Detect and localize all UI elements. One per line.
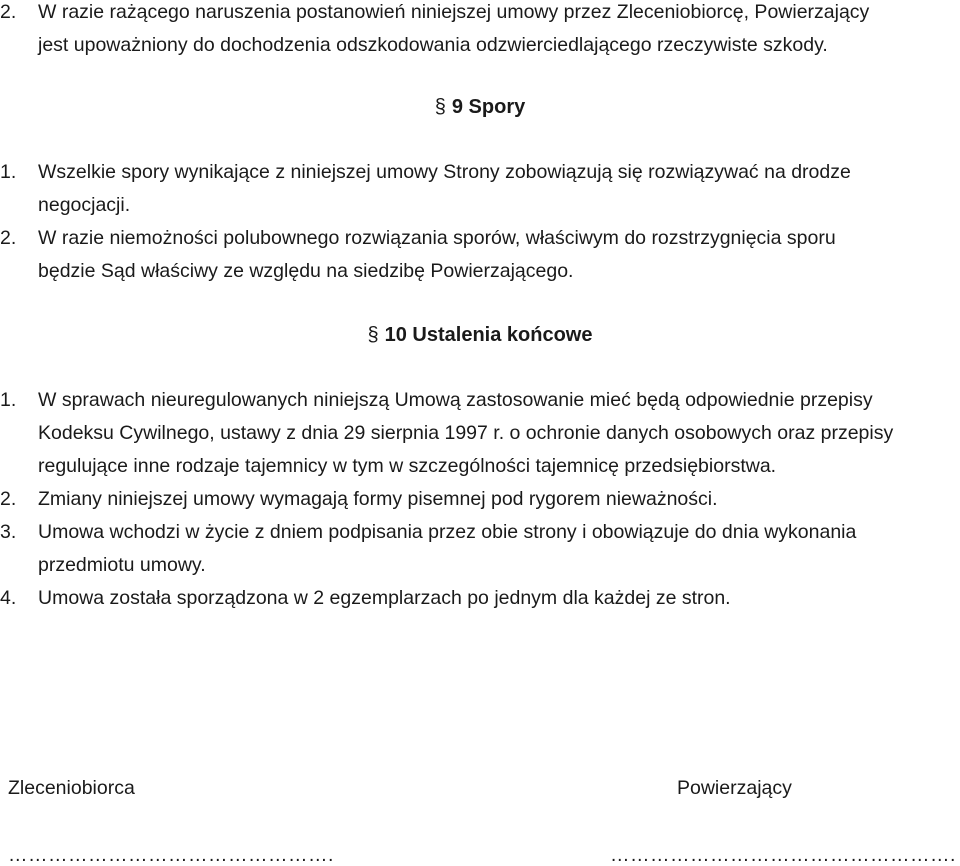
clause-number: 1. xyxy=(0,389,17,411)
clause-text-line: Kodeksu Cywilnego, ustawy z dnia 29 sierpnia 1997 r. o ochronie danych osobowych oraz przepisy xyxy=(38,422,894,444)
clause-number: 4. xyxy=(0,587,17,609)
clause-text-line: Zmiany niniejszej umowy wymagają formy pisemnej pod rygorem nieważności. xyxy=(38,488,718,510)
section-symbol: § xyxy=(434,96,446,118)
clause-text-line: będzie Sąd właściwy ze względu na siedzibę Powierzającego. xyxy=(38,260,574,282)
clause-text-line: W razie rażącego naruszenia postanowień niniejszej umowy przez Zleceniobiorcę, Powierzający xyxy=(38,1,870,23)
clause-number: 2. xyxy=(0,227,17,249)
section-heading-9 xyxy=(0,92,960,122)
signature-line-contractor: …………………………………………. xyxy=(8,844,334,866)
clause-number: 2. xyxy=(0,488,17,510)
section-title: 9 Spory xyxy=(451,96,526,118)
clause-text-line: W razie niemożności polubownego rozwiązania sporów, właściwym do rozstrzygnięcia sporu xyxy=(38,227,836,249)
clause-number: 3. xyxy=(0,521,17,543)
section-heading-10 xyxy=(0,320,960,350)
clause-text-line: W sprawach nieuregulowanych niniejszą Umową zastosowanie mieć będą odpowiednie przepisy xyxy=(38,389,873,411)
clause-text-line: regulujące inne rodzaje tajemnicy w tym w szczególności tajemnicę przedsiębiorstwa. xyxy=(38,455,777,477)
signature-line-principal: ……………………………………………. xyxy=(610,844,956,866)
clause-text-line: negocjacji. xyxy=(38,194,131,216)
section-title: 10 Ustalenia końcowe xyxy=(384,324,593,346)
section-symbol: § xyxy=(367,324,379,346)
clause-text-line: Umowa wchodzi w życie z dniem podpisania przez obie strony i obowiązuje do dnia wykonania xyxy=(38,521,857,543)
clause-text-line: przedmiotu umowy. xyxy=(38,554,206,576)
clause-number: 2. xyxy=(0,1,17,23)
clause-number: 1. xyxy=(0,161,17,183)
signature-label-principal: Powierzający xyxy=(677,777,792,799)
clause-text-line: jest upoważniony do dochodzenia odszkodowania odzwierciedlającego rzeczywiste szkody. xyxy=(38,34,828,56)
signature-label-contractor: Zleceniobiorca xyxy=(8,777,135,799)
clause-text-line: Umowa została sporządzona w 2 egzemplarzach po jednym dla każdej ze stron. xyxy=(38,587,731,609)
clause-text-line: Wszelkie spory wynikające z niniejszej umowy Strony zobowiązują się rozwiązywać na drodze xyxy=(38,161,851,183)
